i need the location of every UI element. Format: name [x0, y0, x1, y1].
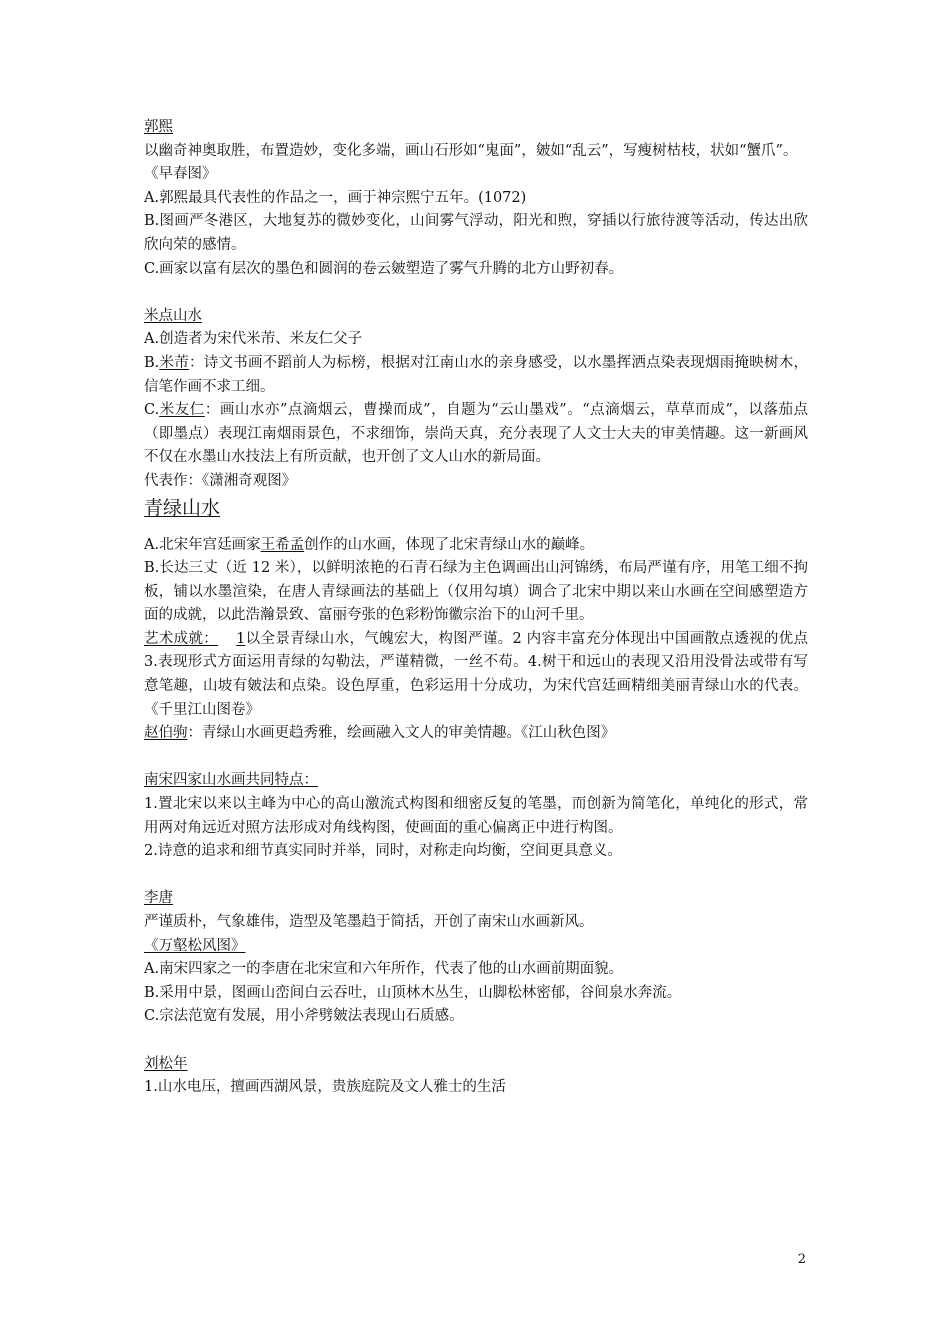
qinglv-a-post: 创作的山水画，体现了北宋青绿山水的巅峰。 [304, 536, 595, 553]
litang-point-b: B.采用中景，图画山峦间白云吞吐，山顶林木丛生，山脚松林密郁，谷间泉水奔流。 [144, 984, 682, 1001]
litang-point-c: C.宗法范宽有发展，用小斧劈皴法表现山石质感。 [144, 1008, 464, 1025]
midian-point-c [144, 399, 808, 470]
midian-point-b [144, 352, 808, 399]
guoxi-point-b: B.图画严冬港区，大地复苏的微妙变化，山间雾气浮动，阳光和煦，穿插以行旅待渡等活动，传达出欣欣向荣的感情。 [144, 213, 808, 253]
midian-c-text: ：画山水亦”点滴烟云，曹操而成”，自题为“云山墨戏”。“点滴烟云，草草而成”，以落茄点（即墨点）表现江南烟雨景色，不求细饰，崇尚天真，充分表现了人文士大夫的审美情趣。这一新画风不仅在水墨山水技法上有所贡献，也开创了文人山水的新局面。 [144, 402, 808, 466]
guoxi-work-title: 《早春图》 [144, 166, 217, 183]
nansong-point-2: 2.诗意的追求和细节真实同时并举，同时，对称走向均衡，空间更具意义。 [144, 843, 622, 860]
section-heading-guoxi: 郭熙 [144, 119, 173, 135]
litang-work-title: 《万壑松风图》 [144, 937, 246, 954]
midian-c-prefix: C. [144, 402, 160, 419]
qinglv-a-pre: A.北宋年宫廷画家 [144, 536, 261, 553]
art-achievement-text: 以全景青绿山水，气魄宏大，构图严谨。2 内容丰富充分体现出中国画散点透视的优点 3.表现形式方面运用青绿的勾勒法，严谨精微，一丝不苟。4.树干和远山的表现又沿用没骨法或带有写意笔趣，山坡有皴法和点染。设色厚重，色彩运用十分成功，为宋代宫廷画精细美丽青绿山水的代表。《千里江山图卷》 [144, 630, 808, 718]
midian-b-text: ：诗文书画不蹈前人为标榜，根据对江南山水的亲身感受，以水墨挥洒点染表现烟雨掩映树木，信笔作画不求工细。 [144, 354, 808, 395]
wangximeng-name: 王希孟 [260, 536, 305, 553]
section-heading-litang: 李唐 [144, 890, 173, 907]
zhaoboju-text: ：青绿山水画更趋秀雅，绘画融入文人的审美情趣。《江山秋色图》 [187, 725, 616, 742]
qinglv-art-achievement [144, 628, 808, 722]
art-achievement-num: 1 [236, 630, 246, 647]
guoxi-description: 以幽奇神奥取胜，布置造妙，变化多端，画山石形如“鬼面”，皴如“乱云”，写瘦树枯枝，状如“蟹爪”。 [144, 142, 798, 159]
page-number: 2 [797, 1252, 806, 1267]
section-heading-qinglv: 青绿山水 [144, 496, 221, 519]
section-heading-liusongnian: 刘松年 [144, 1055, 188, 1072]
qinglv-point-b: B.长达三丈（近 12 米），以鲜明浓艳的石青石绿为主色调画出山河锦绣，布局严谨有序，用笔工细不拘板，铺以水墨渲染，在唐人青绿画法的基础上（仅用勾填）调合了北宋中期以来山水画在空间感塑造方面的成就，以此浩瀚景致、富丽夸张的色彩粉饰徽宗治下的山河千里。 [144, 560, 808, 624]
midian-representative-work: 代表作：《潇湘奇观图》 [144, 472, 297, 489]
litang-description: 严谨质朴，气象雄伟，造型及笔墨趋于简括，开创了南宋山水画新风。 [144, 914, 594, 930]
midian-point-a: A.创造者为宋代米芾、米友仁父子 [144, 331, 363, 348]
midian-b-prefix: B. [144, 354, 160, 371]
qinglv-point-a [144, 534, 808, 558]
art-achievement-label: 艺术成就： [144, 630, 219, 647]
miyouren-name: 米友仁 [159, 402, 205, 419]
guoxi-point-c: C.画家以富有层次的墨色和圆润的卷云皴塑造了雾气升腾的北方山野初春。 [144, 260, 624, 277]
section-heading-midian: 米点山水 [144, 307, 202, 324]
litang-point-a: A.南宋四家之一的李唐在北宋宣和六年所作，代表了他的山水画前期面貌。 [144, 961, 624, 978]
zhaoboju-paragraph [144, 722, 808, 746]
zhaoboju-name: 赵伯驹 [144, 725, 188, 742]
liusongnian-point-1: 1.山水电压，擅画西湖风景，贵族庭院及文人雅士的生活 [144, 1079, 506, 1096]
section-heading-nansong: 南宋四家山水画共同特点： [144, 772, 318, 789]
mifu-name: 米芾 [159, 354, 189, 371]
document-body [144, 116, 808, 1100]
guoxi-point-a: A.郭熙最具代表性的作品之一，画于神宗熙宁五年。(1072) [144, 189, 527, 206]
nansong-point-1: 1.置北宋以来以主峰为中心的高山激流式构图和细密反复的笔墨，而创新为简笔化，单纯化的形式，常用两对角远近对照方法形成对角线构图，使画面的重心偏离正中进行构图。 [144, 796, 808, 836]
